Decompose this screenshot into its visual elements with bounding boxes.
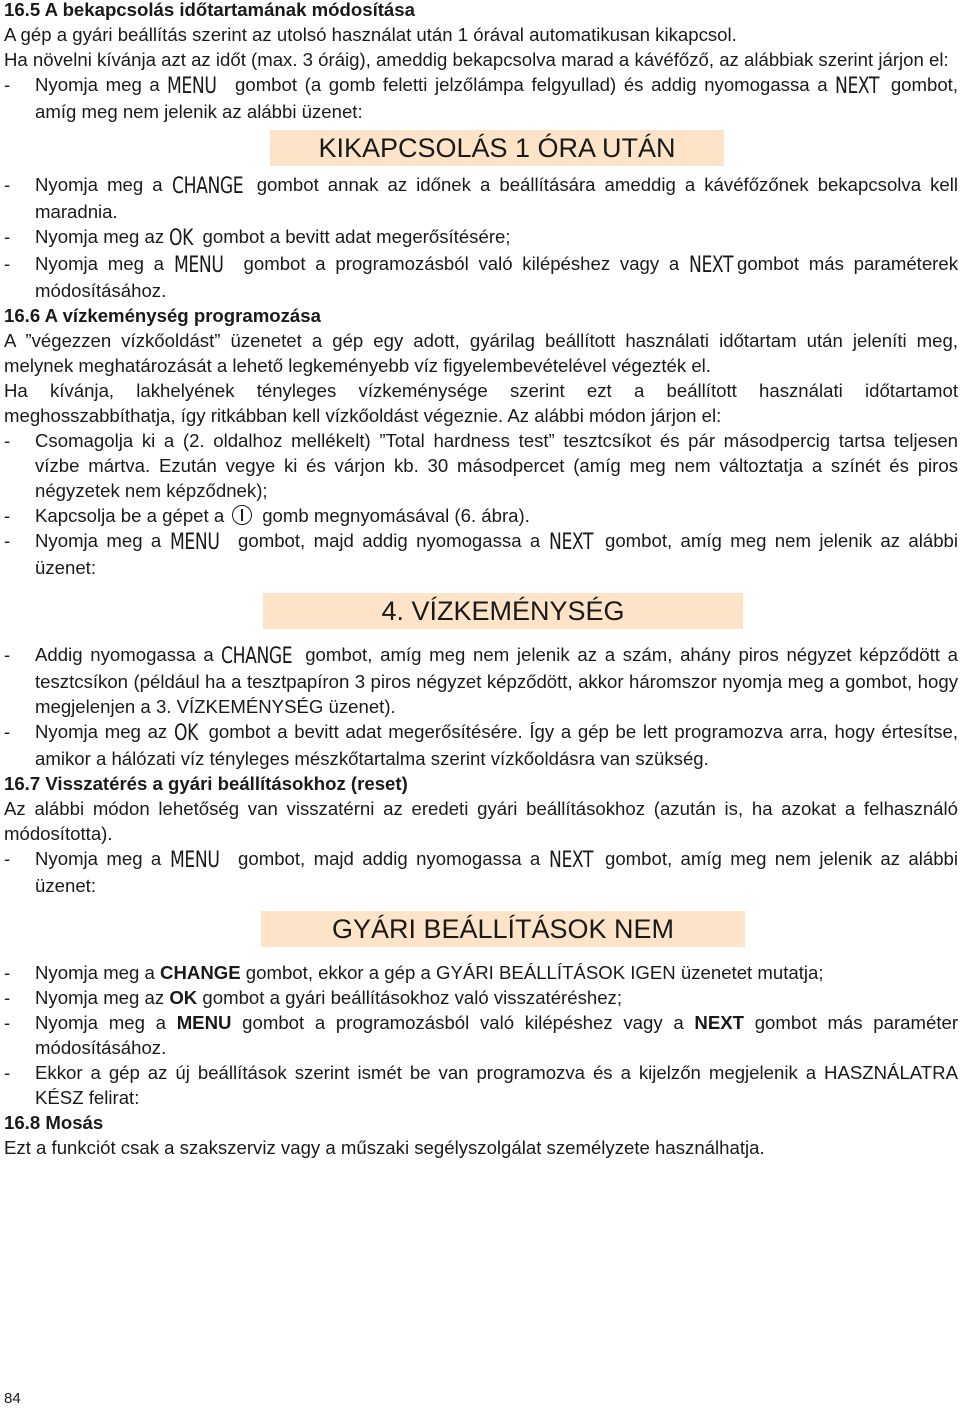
list-dash: -: [4, 962, 11, 983]
list-text: Addig nyomogassa a: [35, 644, 214, 665]
bold-keyword: CHANGE: [160, 962, 241, 983]
list-item: [4, 72, 958, 124]
list-dash: -: [4, 430, 11, 451]
menu-button-icon: MENU: [169, 530, 220, 555]
ok-button-icon: OK: [169, 226, 194, 251]
section-heading-16-6: 16.6 A vízkeménység programozása: [4, 305, 321, 326]
list-text: gombot a bevitt adat megerősítésére;: [202, 226, 511, 247]
section-heading-16-7: 16.7 Visszatérés a gyári beállításokhoz (reset): [4, 773, 408, 794]
page-number: 84: [4, 1390, 21, 1407]
list-item: [4, 428, 958, 503]
menu-button-icon: MENU: [173, 253, 224, 278]
list-dash: -: [4, 848, 11, 869]
change-button-icon: CHANGE: [171, 174, 243, 199]
list-text: gombot, amíg meg nem jelenik az a szám, ahány piros négyzet képződött a tesztcsíkon (például ha a tesztpapíron 3 piros négyzet képződött, akkor háromszor nyomja meg a gombot, hogy megjelenjen a 3. VÍZKEMÉNYSÉG üzenet).: [35, 644, 958, 717]
bold-keyword: OK: [169, 987, 198, 1008]
list-text: gomb megnyomásával (6. ábra).: [262, 505, 530, 526]
paragraph: Az alábbi módon lehetőség van visszatérni az eredeti gyári beállításokhoz (azután is, ha azokat a felhasználó módosította).: [4, 798, 958, 844]
bold-keyword: MENU: [176, 1012, 232, 1033]
list-text: Kapcsolja be a gépet a: [35, 505, 225, 526]
display-message: 4. VÍZKEMÉNYSÉG: [263, 593, 743, 629]
paragraph: A gép a gyári beállítás szerint az utolsó használat után 1 órával automatikusan kikapcsol.: [4, 24, 737, 45]
menu-button-icon: MENU: [169, 848, 220, 873]
list-item: [4, 172, 958, 224]
paragraph: Ha kívánja, lakhelyének tényleges vízkeménysége szerint ezt a beállított használati időtartamot meghosszabbíthatja, így ritkábban kell vízkőoldást végeznie. Az alábbi módon járjon el:: [4, 380, 958, 426]
list-item: [4, 719, 958, 771]
list-text: Nyomja meg a: [35, 962, 155, 983]
list-text: gombot, amíg meg nem jelenik az alábbi üzenet:: [35, 848, 959, 896]
list-item: [4, 985, 958, 1010]
list-dash: -: [4, 505, 11, 526]
list-dash: -: [4, 1062, 11, 1083]
list-text: Nyomja meg a: [35, 848, 162, 869]
display-message: KIKAPCSOLÁS 1 ÓRA UTÁN: [270, 130, 724, 166]
page-content: [4, 0, 958, 1160]
list-text: Nyomja meg a: [35, 74, 160, 95]
change-button-icon: CHANGE: [221, 644, 293, 669]
list-text: Nyomja meg az: [35, 226, 165, 247]
list-text: gombot, amíg meg nem jelenik az alábbi üzenet:: [35, 530, 959, 578]
list-text: Nyomja meg a: [35, 530, 162, 551]
paragraph: A ”végezzen vízkőoldást” üzenetet a gép egy adott, gyárilag beállított használati időtartam után jeleníti meg, melynek meghatározását a lehető legkeményebb víz figyelembevételével végezték el.: [4, 330, 958, 376]
list-text: gombot a bevitt adat megerősítésére. Így a gép be lett programozva arra, hogy értesítse, amikor a hálózati víz tényleges mészkőtartalma szerint vízkőoldásra van szükség.: [35, 721, 958, 769]
list-dash: -: [4, 174, 11, 195]
list-dash: -: [4, 1012, 11, 1033]
list-text: Nyomja meg az: [35, 987, 165, 1008]
list-item: [4, 642, 958, 719]
list-item: [4, 1060, 958, 1110]
list-item: [4, 846, 958, 898]
list-dash: -: [4, 721, 11, 742]
list-text: gombot, amíg meg nem jelenik az alábbi üzenet:: [35, 74, 959, 122]
list-text: Nyomja meg a: [35, 1012, 166, 1033]
list-text: gombot annak az időnek a beállítására ameddig a kávéfőzőnek bekapcsolva kell maradnia.: [35, 174, 959, 222]
section-heading-16-5: 16.5 A bekapcsolás időtartamának módosítása: [4, 0, 415, 20]
list-text: Nyomja meg a: [35, 253, 165, 274]
list-text: gombot (a gomb feletti jelzőlámpa felgyullad) és addig nyomogassa a: [235, 74, 828, 95]
list-item: [4, 503, 958, 528]
list-dash: -: [4, 226, 11, 247]
power-icon: [232, 505, 252, 525]
paragraph: Ezt a funkciót csak a szakszerviz vagy a műszaki segélyszolgálat személyzete használhatja.: [4, 1137, 765, 1158]
section-heading-16-8: 16.8 Mosás: [4, 1112, 104, 1133]
list-dash: -: [4, 74, 11, 95]
menu-button-icon: MENU: [167, 74, 217, 99]
list-item: [4, 528, 958, 580]
list-text: gombot más paraméter módosításához.: [35, 1012, 959, 1058]
next-button-icon: NEXT: [548, 848, 593, 873]
list-text: gombot, majd addig nyomogassa a: [238, 848, 541, 869]
bold-keyword: NEXT: [694, 1012, 744, 1033]
list-text: gombot, majd addig nyomogassa a: [238, 530, 541, 551]
list-dash: -: [4, 644, 11, 665]
list-text: gombot más paraméterek módosításához.: [35, 253, 959, 301]
list-dash: -: [4, 253, 11, 274]
next-button-icon: NEXT: [835, 74, 880, 99]
ok-button-icon: OK: [173, 721, 198, 746]
list-text: gombot a programozásból való kilépéshez vagy a: [243, 253, 680, 274]
next-button-icon: NEXT: [548, 530, 593, 555]
list-text: Nyomja meg az: [35, 721, 168, 742]
list-item: [4, 1010, 958, 1060]
list-item: [4, 224, 958, 251]
list-text: gombot a gyári beállításokhoz való visszatéréshez;: [202, 987, 623, 1008]
list-text: gombot, ekkor a gép a GYÁRI BEÁLLÍTÁSOK IGEN üzenetet mutatja;: [245, 962, 824, 983]
list-text: gombot a programozásból való kilépéshez vagy a: [242, 1012, 684, 1033]
list-text: Ekkor a gép az új beállítások szerint ismét be van programozva és a kijelzőn megjelenik a HASZNÁLATRA KÉSZ felirat:: [35, 1062, 958, 1108]
paragraph: Ha növelni kívánja azt az időt (max. 3 óráig), ameddig bekapcsolva marad a kávéfőző, az alábbiak szerint járjon el:: [4, 49, 949, 70]
list-item: [4, 960, 958, 985]
list-text: Nyomja meg a: [35, 174, 163, 195]
list-item: [4, 251, 958, 303]
list-dash: -: [4, 530, 11, 551]
next-button-icon: NEXT: [689, 253, 734, 278]
display-message: GYÁRI BEÁLLÍTÁSOK NEM: [261, 911, 745, 947]
list-text: Csomagolja ki a (2. oldalhoz mellékelt) ”Total hardness test” tesztcsíkot és pár másodpercig tartsa teljesen vízbe mártva. Ezután vegye ki és várjon kb. 30 másodpercet (amíg meg nem változtatja a színét és piros négyzetek nem képződnek);: [35, 430, 958, 501]
list-dash: -: [4, 987, 11, 1008]
